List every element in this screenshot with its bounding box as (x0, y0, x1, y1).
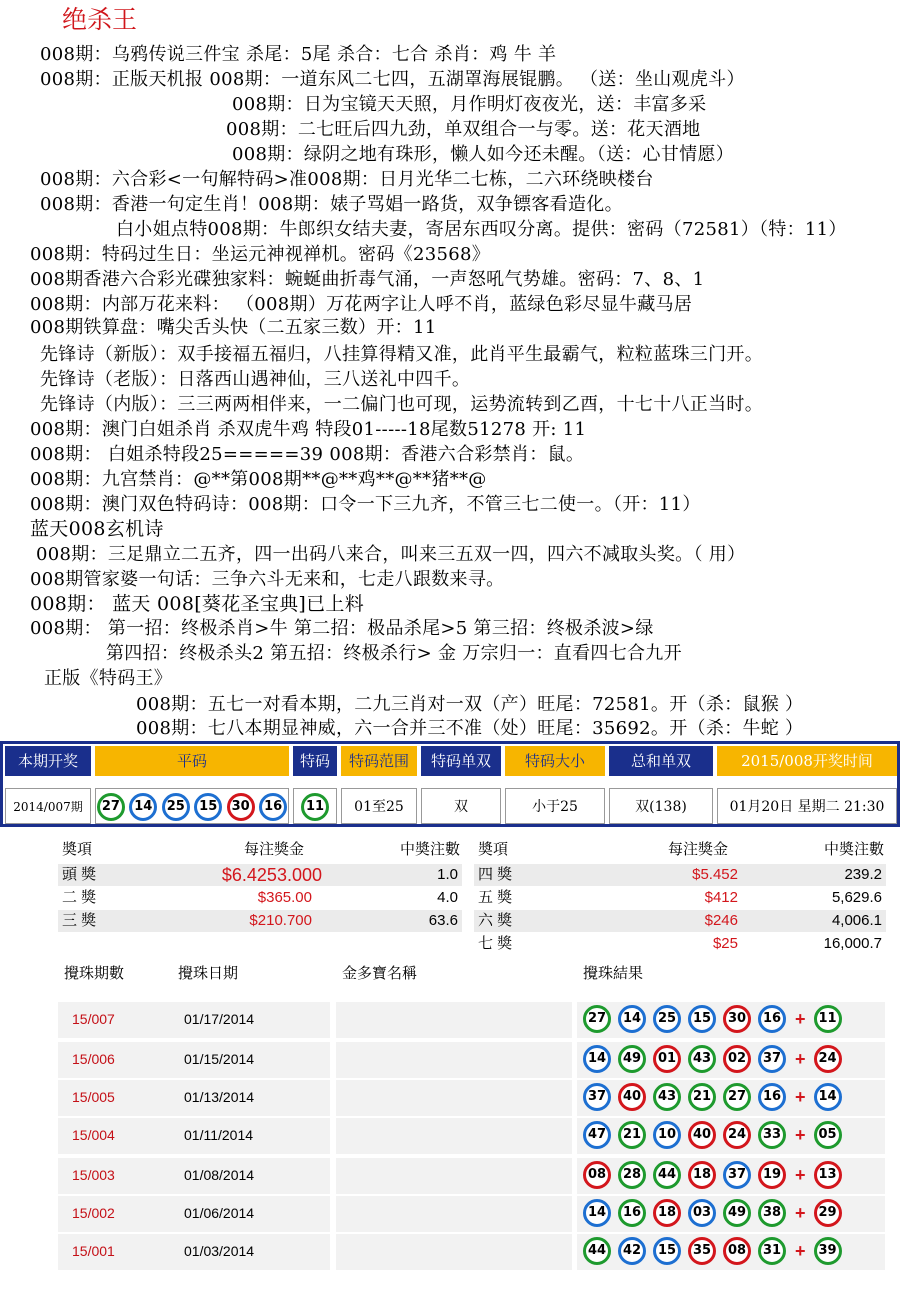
number-ball: 18 (688, 1161, 716, 1189)
number-ball: 47 (583, 1121, 611, 1149)
plus-sign: + (795, 1164, 806, 1185)
header-range: 特码范围 (341, 746, 417, 776)
special-ball: 11 (301, 793, 329, 821)
number-ball: 27 (723, 1083, 751, 1111)
prize-amount: $6.4253.000 (221, 865, 322, 885)
prize-count: 239.2 (844, 866, 882, 883)
header-draw-time: 2015/008开奖时间 (717, 746, 897, 776)
number-ball: 37 (723, 1161, 751, 1189)
prize-name: 七 獎 (478, 935, 513, 952)
text-line: 第四招：终极杀头2 第五招：终极杀行> 金 万宗归一：直看四七合九开 (106, 643, 682, 664)
number-ball: 10 (653, 1121, 681, 1149)
draw-balls (583, 1005, 849, 1033)
number-ball: 14 (583, 1199, 611, 1227)
plus-sign: + (795, 1240, 806, 1261)
draw-date: 01/13/2014 (184, 1089, 255, 1105)
text-line: 008期：六合彩<一句解特码>准008期：日月光华二七栋，二六环绕映楼台 (40, 169, 654, 190)
number-ball: 16 (758, 1083, 786, 1111)
number-ball: 15 (688, 1005, 716, 1033)
text-line: 008期香港六合彩光碟独家料：蜿蜒曲折毒气涌，一声怒吼气势雄。密码：7、8、1 (30, 269, 705, 290)
number-ball: 42 (618, 1237, 646, 1265)
special-ball: 13 (814, 1161, 842, 1189)
prize-count: 1.0 (437, 866, 458, 883)
draws-header-date: 攪珠日期 (178, 964, 239, 982)
number-ball: 35 (688, 1237, 716, 1265)
prize-name: 六 獎 (478, 912, 513, 929)
number-ball: 21 (618, 1121, 646, 1149)
table-row (58, 1234, 888, 1270)
text-line: 008期：绿阴之地有珠形，懒人如今还未醒。（送：心甘情愿） (232, 144, 735, 165)
text-line: 008期：七八本期显神威，六一合并三不准（处）旺尾：35692。开（杀：牛蛇 ） (136, 718, 804, 739)
draw-balls (583, 1199, 849, 1227)
table-row (58, 1080, 888, 1116)
special-ball: 05 (814, 1121, 842, 1149)
number-ball: 43 (688, 1045, 716, 1073)
number-ball: 25 (653, 1005, 681, 1033)
text-line: 008期：澳门双色特码诗：008期：口令一下三九齐，不管三七二使一。（开：11） (30, 494, 701, 515)
prize-header-amount: 每注獎金 (668, 840, 729, 858)
text-line: 蓝天008玄机诗 (30, 518, 164, 540)
number-ball: 27 (97, 793, 125, 821)
draws-header-no: 攪珠期數 (64, 964, 125, 982)
special-ball: 29 (814, 1199, 842, 1227)
number-ball: 40 (688, 1121, 716, 1149)
plus-sign: + (795, 1008, 806, 1029)
plus-sign: + (795, 1124, 806, 1145)
text-line: 先锋诗（老版）：日落西山遇神仙，三八送礼中四千。 (40, 369, 471, 390)
text-line: 008期：三足鼎立二五齐，四一出码八来合，叫来三五双一四，四六不减取头奖。（ 用） (36, 544, 746, 565)
table-row (58, 1002, 888, 1038)
result-parity: 双 (421, 788, 501, 824)
text-line: 008期管家婆一句话：三争六斗无来和，七走八跟数来寻。 (30, 569, 505, 590)
draw-balls (583, 1161, 849, 1189)
draw-date: 01/17/2014 (184, 1011, 255, 1027)
text-line: 正版《特码王》 (44, 668, 173, 689)
draw-number: 15/003 (72, 1167, 115, 1183)
prize-name: 二 獎 (62, 889, 97, 906)
text-line: 008期： 蓝天 008[葵花圣宝典]已上料 (30, 593, 365, 615)
draw-number: 15/001 (72, 1243, 115, 1259)
prize-header-count: 中奬注數 (399, 840, 460, 858)
number-ball: 37 (758, 1045, 786, 1073)
number-ball: 01 (653, 1045, 681, 1073)
number-ball: 49 (618, 1045, 646, 1073)
text-line: 008期：二七旺后四九劲，单双组合一与零。送：花天酒地 (226, 119, 701, 140)
number-ball: 28 (618, 1161, 646, 1189)
result-balls (95, 788, 289, 824)
prize-amount: $5.452 (692, 866, 738, 883)
number-ball: 38 (758, 1199, 786, 1227)
result-time: 01月20日 星期二 21:30 (717, 788, 897, 824)
header-current: 本期开奖 (5, 746, 91, 776)
text-line: 008期铁算盘：嘴尖舌头快（二五家三数）开：11 (30, 317, 437, 338)
header-sum-parity: 总和单双 (609, 746, 713, 776)
prize-amount: $210.700 (249, 912, 312, 929)
draw-balls (583, 1237, 849, 1265)
header-special: 特码 (293, 746, 337, 776)
prize-header-name: 奬項 (478, 840, 509, 858)
draw-balls (583, 1083, 849, 1111)
table-row (58, 1118, 888, 1154)
prize-amount: $412 (704, 889, 738, 906)
prize-count: 63.6 (428, 912, 458, 929)
text-line: 008期：正版天机报 008期：一道东风二七四，五湖罩海展锟鹏。 （送：坐山观虎斗） (40, 69, 745, 90)
number-ball: 33 (758, 1121, 786, 1149)
result-special (293, 788, 337, 824)
draw-number: 15/006 (72, 1051, 115, 1067)
text-line: 008期：特码过生日：坐运元神视禅机。密码《23568》 (30, 244, 491, 265)
text-line: 008期：香港一句定生肖！008期：婊子骂娼一路货，双争镖客看造化。 (40, 194, 623, 215)
number-ball: 19 (758, 1161, 786, 1189)
result-size: 小于25 (505, 788, 605, 824)
number-ball: 02 (723, 1045, 751, 1073)
text-line: 008期：日为宝镜天天照，月作明灯夜夜光，送：丰富多采 (232, 94, 707, 115)
prize-count: 4,006.1 (831, 912, 882, 929)
number-ball: 43 (653, 1083, 681, 1111)
text-line: 008期：内部万花来料： （008期）万花两字让人呼不肖，蓝绿色彩尽显牛藏马居 (30, 294, 693, 315)
number-ball: 49 (723, 1199, 751, 1227)
result-table (0, 741, 900, 827)
number-ball: 30 (723, 1005, 751, 1033)
special-ball: 24 (814, 1045, 842, 1073)
number-ball: 14 (583, 1045, 611, 1073)
number-ball: 08 (723, 1237, 751, 1265)
special-ball: 11 (814, 1005, 842, 1033)
text-line: 先锋诗（内版）：三三两两相伴来，一二偏门也可现，运势流转到乙酉，十七十八正当时。 (40, 394, 763, 415)
number-ball: 40 (618, 1083, 646, 1111)
draw-number: 15/002 (72, 1205, 115, 1221)
number-ball: 30 (227, 793, 255, 821)
header-normal: 平码 (95, 746, 289, 776)
number-ball: 15 (194, 793, 222, 821)
number-ball: 03 (688, 1199, 716, 1227)
prize-header-count: 中奬注數 (823, 840, 884, 858)
number-ball: 24 (723, 1121, 751, 1149)
number-ball: 16 (758, 1005, 786, 1033)
prize-name: 三 獎 (62, 912, 97, 929)
page-title: 绝杀王 (62, 5, 138, 34)
draws-header-name: 金多寶名稱 (342, 964, 418, 982)
plus-sign: + (795, 1086, 806, 1107)
result-sum-parity: 双(138) (609, 788, 713, 824)
draw-date: 01/06/2014 (184, 1205, 255, 1221)
table-row (58, 1158, 888, 1194)
prize-amount: $246 (704, 912, 738, 929)
draw-number: 15/004 (72, 1127, 115, 1143)
draw-balls (583, 1121, 849, 1149)
draw-number: 15/005 (72, 1089, 115, 1105)
text-line: 008期：九宫禁肖：@**第008期**@**鸡**@**猪**@ (30, 469, 487, 490)
result-period: 2014/007期 (5, 788, 91, 824)
prize-name: 五 獎 (478, 889, 513, 906)
prize-count: 4.0 (437, 889, 458, 906)
number-ball: 37 (583, 1083, 611, 1111)
table-row (58, 1196, 888, 1232)
number-ball: 18 (653, 1199, 681, 1227)
text-line: 008期： 白姐杀特段25=====39 008期：香港六合彩禁肖：鼠。 (30, 444, 585, 465)
number-ball: 14 (129, 793, 157, 821)
number-ball: 44 (583, 1237, 611, 1265)
number-ball: 14 (618, 1005, 646, 1033)
number-ball: 16 (259, 793, 287, 821)
draw-balls (583, 1045, 849, 1073)
prize-count: 5,629.6 (831, 889, 882, 906)
draw-date: 01/03/2014 (184, 1243, 255, 1259)
special-ball: 39 (814, 1237, 842, 1265)
special-ball: 14 (814, 1083, 842, 1111)
header-size: 特码大小 (505, 746, 605, 776)
table-row (58, 1042, 888, 1078)
draws-header-result: 攪珠結果 (583, 964, 644, 982)
text-line: 白小姐点特008期：牛郎织女结夫妻，寄居东西叹分离。提供：密码（72581）（特：11） (116, 219, 847, 240)
text-line: 008期：乌鸦传说三件宝 杀尾：5尾 杀合：七合 杀肖：鸡 牛 羊 (40, 44, 557, 65)
number-ball: 15 (653, 1237, 681, 1265)
prize-count: 16,000.7 (823, 935, 882, 952)
prize-name: 頭 獎 (62, 866, 97, 883)
draw-date: 01/11/2014 (184, 1127, 254, 1143)
result-range: 01至25 (341, 788, 417, 824)
draw-date: 01/08/2014 (184, 1167, 255, 1183)
text-line: 先锋诗（新版）：双手接福五福归，八挂算得精又准，此肖平生最霸气，粒粒蓝珠三门开。 (40, 344, 763, 365)
plus-sign: + (795, 1048, 806, 1069)
header-parity: 特码单双 (421, 746, 501, 776)
prize-amount: $25 (712, 935, 738, 952)
text-line: 008期：澳门白姐杀肖 杀双虎牛鸡 特段01-----18尾数51278 开: 11 (30, 419, 587, 440)
draw-date: 01/15/2014 (184, 1051, 255, 1067)
plus-sign: + (795, 1202, 806, 1223)
number-ball: 25 (162, 793, 190, 821)
prize-amount: $365.00 (257, 889, 312, 906)
number-ball: 44 (653, 1161, 681, 1189)
number-ball: 08 (583, 1161, 611, 1189)
number-ball: 31 (758, 1237, 786, 1265)
prize-header-name: 奬項 (62, 840, 93, 858)
number-ball: 21 (688, 1083, 716, 1111)
prize-name: 四 獎 (478, 866, 513, 883)
number-ball: 27 (583, 1005, 611, 1033)
prize-header-amount: 每注獎金 (244, 840, 305, 858)
draw-number: 15/007 (72, 1011, 115, 1027)
text-line: 008期：五七一对看本期，二九三肖对一双（产）旺尾：72581。开（杀：鼠猴 ） (136, 694, 804, 715)
text-line: 008期： 第一招：终极杀肖>牛 第二招：极品杀尾>5 第三招：终极杀波>绿 (30, 618, 654, 639)
number-ball: 16 (618, 1199, 646, 1227)
